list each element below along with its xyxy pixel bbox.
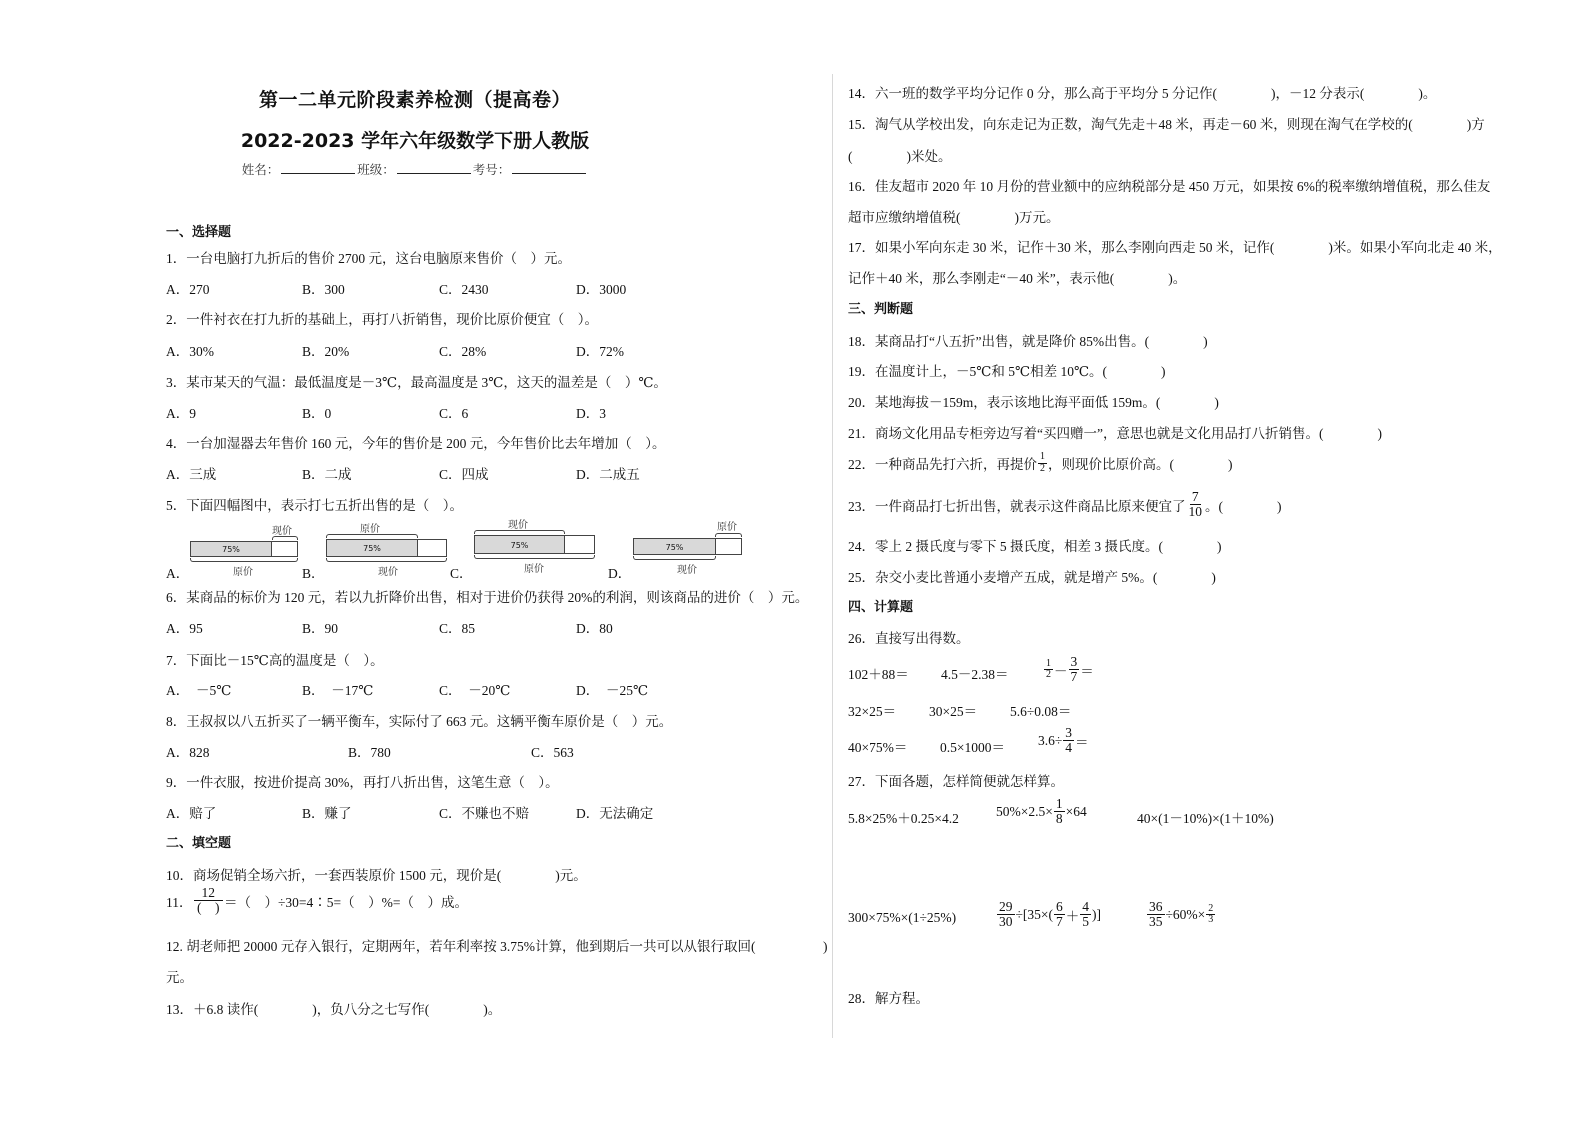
question-7: 7．下面比－15℃高的温度是（ ）。 — [166, 653, 384, 668]
q27-item-2: 50%×2.5× $\frac{1}{8}$ ×64 — [996, 796, 1087, 827]
diagram-remainder — [417, 539, 447, 557]
q9-option-b[interactable]: B．赚了 — [302, 806, 352, 821]
name-field[interactable] — [281, 161, 355, 174]
q3-option-a[interactable]: A．9 — [166, 406, 196, 421]
q9-option-a[interactable]: A．赔了 — [166, 806, 217, 821]
question-2: 2．一件衬衣在打九折的基础上，再打八折销售，现价比原价便宜（ ）。 — [166, 312, 598, 327]
q3-option-b[interactable]: B．0 — [302, 406, 332, 421]
q6-option-c[interactable]: C．85 — [439, 621, 476, 636]
q26-item-2: 4.5－2.38＝ — [941, 667, 1009, 682]
diagram-top-label: 原价 — [717, 522, 737, 533]
question-9: 9．一件衣服，按进价提高 30%，再打八折出售，这笔生意（ ）。 — [166, 775, 559, 790]
q9-option-c[interactable]: C．不赚也不赔 — [439, 806, 530, 821]
q11-number: 11． — [166, 894, 193, 910]
brace-icon — [715, 533, 742, 537]
q26-item-6: 5.6÷0.08＝ — [1010, 704, 1072, 719]
q23-fraction: $\frac{7}{10}$ — [1188, 489, 1202, 520]
diagram-bottom-label: 现价 — [677, 565, 697, 576]
question-6: 6．某商品的标价为 120 元，若以九折降价出售，相对于进价仍获得 20%的利润，则该商品的进价（ ）元。 — [166, 590, 809, 605]
diagram-bar: 75% — [633, 538, 716, 555]
q6-option-d[interactable]: D．80 — [576, 621, 613, 636]
question-12-cont: 元。 — [166, 970, 193, 985]
q4-option-a[interactable]: A．三成 — [166, 467, 217, 482]
question-18: 18．某商品打“八五折”出售，就是降价 85%出售。( ) — [848, 334, 1208, 349]
question-15: 15．淘气从学校出发，向东走记为正数，淘气先走＋48 米，再走－60 米，则现在淘气在学校的( )方 — [848, 117, 1485, 132]
question-17: 17．如果小军向东走 30 米，记作＋30 米，那么李刚向西走 50 米，记作( )米。如果小军向北走 40 米， — [848, 240, 1502, 255]
id-field[interactable] — [512, 161, 586, 174]
diagram-bottom-label: 现价 — [378, 567, 398, 578]
q26-item-8: 0.5×1000＝ — [940, 740, 1005, 755]
q2-option-c[interactable]: C．28% — [439, 344, 487, 359]
section-heading-choice: 一、选择题 — [166, 225, 232, 240]
question-8: 8．王叔叔以八五折买了一辆平衡车，实际付了 663 元。这辆平衡车原价是（ ）元。 — [166, 714, 673, 729]
q27-item-3: 40×(1－10%)×(1＋10%) — [1137, 811, 1274, 826]
diagram-top-label: 现价 — [508, 520, 528, 531]
diagram-bottom-label: 原价 — [524, 564, 544, 575]
question-15-cont: ( )米处。 — [848, 149, 952, 164]
question-1: 1．一台电脑打九折后的售价 2700 元，这台电脑原来售价（ ）元。 — [166, 251, 571, 266]
q7-option-a[interactable]: A． －5℃ — [166, 683, 232, 698]
section-heading-fill: 二、填空题 — [166, 836, 232, 851]
q11-rest: ＝（ ）÷30=4∶5=（ ）%=（ ）成。 — [224, 894, 468, 910]
q22-fraction: $\frac{1}{2}$ — [1040, 451, 1045, 474]
q1-option-d[interactable]: D．3000 — [576, 282, 627, 297]
q1-option-a[interactable]: A．270 — [166, 282, 210, 297]
q5-option-b[interactable]: B． — [302, 566, 325, 581]
question-13: 13．＋6.8 读作( )，负八分之七写作( )。 — [166, 1002, 502, 1017]
diagram-remainder — [271, 541, 298, 557]
page-subtitle: 2022-2023 学年六年级数学下册人教版 — [240, 130, 590, 152]
q26-item-1: 102＋88＝ — [848, 667, 909, 682]
section-heading-judge: 三、判断题 — [848, 302, 914, 317]
question-23: 23．一件商品打七折出售，就表示这件商品比原来便宜了 $\frac{7}{10}$ 。( ) — [848, 489, 1282, 520]
brace-icon — [326, 558, 447, 562]
question-10: 10．商场促销全场六折，一套西装原价 1500 元，现价是( )元。 — [166, 868, 587, 883]
id-label: 考号： — [472, 163, 511, 177]
q1-option-c[interactable]: C．2430 — [439, 282, 489, 297]
question-4: 4．一台加湿器去年售价 160 元，今年的售价是 200 元，今年售价比去年增加（ ）。 — [166, 436, 666, 451]
brace-icon — [474, 530, 565, 534]
question-16: 16．佳友超市 2020 年 10 月份的营业额中的应纳税部分是 450 万元，如果按 6%的税率缴纳增值税，那么佳友 — [848, 179, 1491, 194]
class-field[interactable] — [397, 161, 471, 174]
question-22: 22．一种商品先打六折，再提价 $\frac{1}{2}$ ，则现价比原价高。( ) — [848, 451, 1233, 474]
q26-item-5: 30×25＝ — [929, 704, 978, 719]
q8-option-a[interactable]: A．828 — [166, 745, 210, 760]
q5-option-d[interactable]: D． — [608, 566, 632, 581]
question-20: 20．某地海拔－159m，表示该地比海平面低 159m。( ) — [848, 395, 1219, 410]
student-info-row — [0, 160, 830, 178]
q8-option-b[interactable]: B．780 — [348, 745, 391, 760]
q5-diagram-c — [474, 514, 599, 576]
section-heading-calc: 四、计算题 — [848, 600, 914, 615]
q7-option-d[interactable]: D． －25℃ — [576, 683, 649, 698]
question-17-cont: 记作＋40 米，那么李刚走“－40 米”，表示他( )。 — [848, 271, 1187, 286]
question-28: 28．解方程。 — [848, 991, 929, 1006]
q3-option-c[interactable]: C．6 — [439, 406, 469, 421]
brace-icon — [272, 536, 298, 540]
q8-option-c[interactable]: C．563 — [531, 745, 574, 760]
q7-option-c[interactable]: C． －20℃ — [439, 683, 511, 698]
question-24: 24．零上 2 摄氏度与零下 5 摄氏度，相差 3 摄氏度。( ) — [848, 539, 1222, 554]
q2-option-d[interactable]: D．72% — [576, 344, 624, 359]
q9-option-d[interactable]: D．无法确定 — [576, 806, 654, 821]
page-title: 第一二单元阶段素养检测（提高卷） — [258, 89, 571, 111]
q27-item-4: 300×75%×(1÷25%) — [848, 910, 957, 925]
q27-item-5: $\frac{29}{30}$ ÷[35×( $\frac{6}{7}$ ＋ $\frac{4}{5}$ )] — [999, 899, 1102, 930]
q7-option-b[interactable]: B． －17℃ — [302, 683, 374, 698]
question-26: 26．直接写出得数。 — [848, 631, 970, 646]
class-label: 班级： — [357, 163, 395, 177]
column-divider — [832, 74, 833, 1038]
question-27: 27．下面各题，怎样简便就怎样算。 — [848, 774, 1064, 789]
question-16-cont: 超市应缴纳增值税( )万元。 — [848, 210, 1060, 225]
q5-diagram-b — [326, 518, 451, 578]
name-label: 姓名： — [241, 163, 280, 177]
brace-icon — [190, 558, 298, 562]
q2-option-b[interactable]: B．20% — [302, 344, 350, 359]
q5-diagram-a — [190, 522, 300, 578]
question-12: 12. 胡老师把 20000 元存入银行，定期两年，若年利率按 3.75%计算，他到期后一共可以从银行取回( ) — [166, 939, 828, 954]
brace-icon — [474, 555, 595, 559]
q26-item-4: 32×25＝ — [848, 704, 897, 719]
q3-option-d[interactable]: D．3 — [576, 406, 606, 421]
q4-option-d[interactable]: D．二成五 — [576, 467, 640, 482]
q4-option-c[interactable]: C．四成 — [439, 467, 489, 482]
question-21: 21．商场文化用品专柜旁边写着“买四赠一”，意思也就是文化用品打八折销售。( ) — [848, 426, 1382, 441]
diagram-remainder — [564, 535, 595, 554]
question-3: 3．某市某天的气温：最低温度是－3℃，最高温度是 3℃，这天的温差是（ ）℃。 — [166, 375, 667, 390]
question-11 — [166, 886, 468, 915]
diagram-remainder — [715, 538, 742, 555]
q5-diagram-d — [633, 518, 745, 578]
diagram-bar: 75% — [326, 539, 418, 557]
q6-option-a[interactable]: A．95 — [166, 621, 203, 636]
q4-option-b[interactable]: B．二成 — [302, 467, 352, 482]
question-5: 5．下面四幅图中，表示打七五折出售的是（ ）。 — [166, 498, 463, 513]
question-19: 19．在温度计上，－5℃和 5℃相差 10℃。( ) — [848, 364, 1166, 379]
diagram-bar: 75% — [190, 541, 272, 557]
q26-item-3: $\frac{1}{2}$ － $\frac{3}{7}$ ＝ — [1046, 654, 1094, 685]
q11-fraction: $\frac{12}{( )}$ — [194, 886, 224, 915]
brace-icon — [326, 534, 418, 538]
q27-item-6: $\frac{36}{35}$ ÷60%× $\frac{2}{3}$ — [1149, 899, 1214, 930]
q26-item-9: 3.6÷ $\frac{3}{4}$ ＝ — [1038, 725, 1089, 756]
q6-option-b[interactable]: B．90 — [302, 621, 339, 636]
diagram-top-label: 现价 — [272, 526, 292, 537]
q5-option-c[interactable]: C． — [450, 566, 473, 581]
diagram-bottom-label: 原价 — [233, 567, 253, 578]
brace-icon — [633, 556, 716, 560]
question-25: 25．杂交小麦比普通小麦增产五成，就是增产 5%。( ) — [848, 570, 1216, 585]
question-14: 14．六一班的数学平均分记作 0 分，那么高于平均分 5 分记作( )，－12 分表示( )。 — [848, 86, 1437, 101]
diagram-bar: 75% — [474, 535, 565, 554]
q1-option-b[interactable]: B．300 — [302, 282, 345, 297]
q5-option-a[interactable]: A． — [166, 566, 190, 581]
q27-item-1: 5.8×25%＋0.25×4.2 — [848, 811, 959, 826]
diagram-top-label: 原价 — [360, 524, 380, 535]
q2-option-a[interactable]: A．30% — [166, 344, 214, 359]
q26-item-7: 40×75%＝ — [848, 740, 908, 755]
